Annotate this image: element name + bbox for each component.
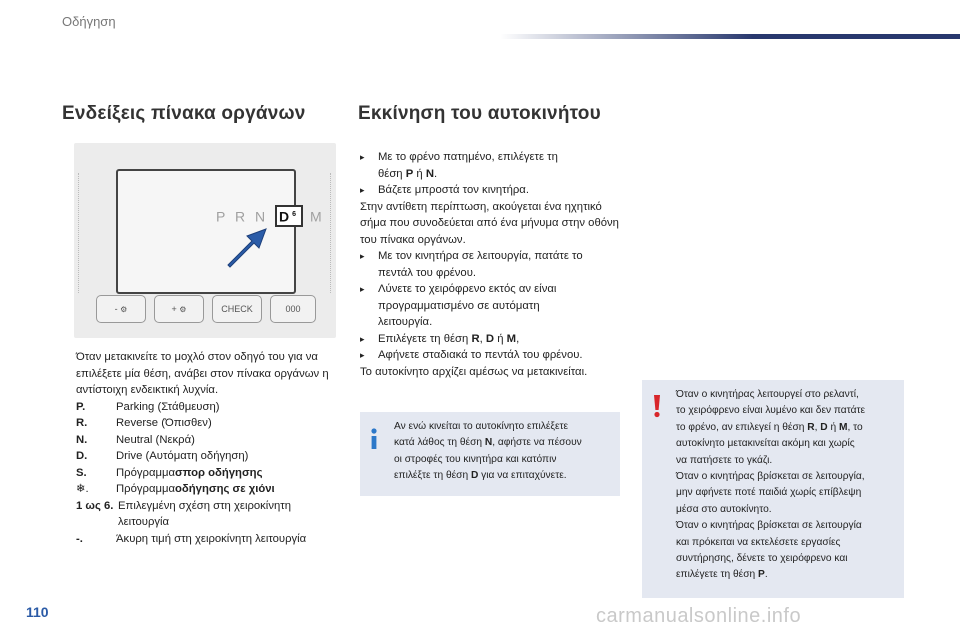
list-text: Πρόγραμμα xyxy=(116,483,176,495)
warning-line: αυτοκίνητο μετακινείται ακόμη και χωρίς xyxy=(676,438,855,450)
plus-label: + xyxy=(171,304,177,314)
text-run: . xyxy=(434,167,438,180)
paragraph: Στην αντίθετη περίπτωση, ακούγεται ένα ηχητικό σήμα που συνοδεύεται από ένα μήνυμα στην οθόνη του πίνακα οργάνων. xyxy=(360,200,619,246)
warning-line: και πρόκειται να εκτελέσετε εργασίες xyxy=(676,536,841,548)
list-item xyxy=(76,531,344,548)
bullet-text: Βάζετε μπροστά τον κινητήρα. xyxy=(378,184,529,196)
gear-d-bold: D xyxy=(470,469,479,481)
cluster-display xyxy=(116,169,325,294)
left-heading: Ενδείξεις πίνακα οργάνων xyxy=(62,103,306,124)
page-number: 110 xyxy=(26,604,49,620)
info-line: Αν ενώ κινείται το αυτοκίνητο επιλέξετε xyxy=(394,421,569,432)
intro-paragraph: Όταν μετακινείτε το μοχλό στον οδηγό του για να επιλέξετε μία θέση, ανάβει στον πίνακα οργάνων η αντίστοιχη ενδεικτική λυχνία. xyxy=(76,351,329,396)
bullet-text-continued: πεντάλ του φρένου. xyxy=(378,266,477,279)
list-text: Πρόγραμμα xyxy=(116,466,176,479)
text-run: , xyxy=(814,421,821,433)
bullet-text-continued xyxy=(360,166,628,183)
instrument-cluster-illustration xyxy=(74,143,336,338)
list-item xyxy=(76,448,344,465)
gear-d-letter: D xyxy=(279,208,293,225)
bullet-text: Με το φρένο πατημένο, επιλέγετε τη xyxy=(378,151,558,163)
gear-p-bold: P xyxy=(758,569,765,581)
warning-line: Όταν ο κινητήρας λειτουργεί στο ρελαντί, xyxy=(676,389,859,400)
gear-r-bold: R xyxy=(807,421,815,433)
list-text: Drive (Αυτόματη οδήγηση) xyxy=(116,450,249,462)
list-text: Parking (Στάθμευση) xyxy=(116,400,220,413)
text-run: για να επιταχύνετε. xyxy=(478,469,567,481)
warning-line: Όταν ο κινητήρας βρίσκεται σε λειτουργία, xyxy=(676,471,865,483)
bullet-text xyxy=(378,331,519,348)
list-text-bold: σπορ οδήγησης xyxy=(175,466,263,479)
bullet-text: Αφήνετε σταδιακά το πεντάλ του φρένου. xyxy=(378,349,583,361)
warning-line: το χειρόφρενο είναι λυμένο και δεν πατάτε xyxy=(676,405,866,417)
gear-m: M xyxy=(309,208,325,225)
bullet-marker-icon: ▸ xyxy=(360,333,365,344)
bullet-text-continued: προγραμματισμένο σε αυτόματη xyxy=(378,299,540,312)
bullet-item xyxy=(360,149,628,166)
list-text: Επιλεγμένη σχέση στη χειροκίνητη xyxy=(118,499,291,512)
pointer-arrow-icon xyxy=(222,223,274,271)
text-run: επιλέξτε τη θέση xyxy=(394,469,471,481)
snowflake-icon: ❄. xyxy=(76,483,89,495)
info-line xyxy=(394,468,618,484)
gear-n: N xyxy=(255,208,269,225)
bullet-text: Με τον κινητήρα σε λειτουργία, πατάτε το xyxy=(378,250,583,262)
gear-p: P xyxy=(216,208,229,225)
text-run: . xyxy=(764,569,768,581)
list-item xyxy=(76,432,344,449)
list-item xyxy=(76,498,344,515)
bullet-item xyxy=(360,248,628,265)
minus-symbol-icon: ⚙ xyxy=(120,304,128,314)
text-run: ή xyxy=(413,167,426,180)
bullet-marker-icon: ▸ xyxy=(360,152,365,162)
plus-button-illustration xyxy=(154,295,204,323)
gear-n-bold: N xyxy=(425,167,434,180)
text-run: το φρένο, αν επιλεγεί η θέση xyxy=(676,421,808,433)
bullet-item xyxy=(360,281,628,298)
gear-r-bold: R xyxy=(471,332,480,345)
watermark: carmanualsonline.info xyxy=(596,605,802,627)
bullet-marker-icon: ▸ xyxy=(360,284,365,294)
gear-number: 6 xyxy=(292,211,300,218)
list-text: Reverse (Όπισθεν) xyxy=(116,417,212,429)
gear-d-active xyxy=(275,205,303,227)
info-line: οι στροφές του κινητήρα και κατόπιν xyxy=(394,453,557,465)
gear-m-bold: M xyxy=(506,332,517,345)
list-text: Άκυρη τιμή στη χειροκίνητη λειτουργία xyxy=(116,532,307,545)
plus-symbol-icon: ⚙ xyxy=(179,304,187,314)
text-run: , xyxy=(479,332,486,345)
start-procedure xyxy=(360,149,628,380)
header-rule xyxy=(500,34,960,39)
text-run: ή xyxy=(494,332,507,345)
list-item xyxy=(76,399,344,416)
bullet-marker-icon: ▸ xyxy=(360,251,365,261)
gear-p-bold: P xyxy=(405,167,414,180)
info-box xyxy=(360,412,620,496)
list-item xyxy=(76,481,344,498)
list-text-continued: λειτουργία xyxy=(118,516,170,528)
text-run: επιλέγετε τη θέση xyxy=(676,569,759,581)
text-run: , αφήστε να πέσουν xyxy=(492,437,582,449)
bullet-marker-icon: ▸ xyxy=(360,185,365,195)
bullet-marker-icon: ▸ xyxy=(360,350,365,360)
info-text xyxy=(394,419,618,484)
list-key: P. xyxy=(76,400,86,413)
text-run: , το xyxy=(847,421,863,433)
cluster-scale-right xyxy=(330,173,332,293)
list-item xyxy=(76,415,344,432)
list-key: 1 ως 6. xyxy=(76,499,114,512)
cluster-scale-left xyxy=(78,173,80,293)
list-key: R. xyxy=(76,417,88,429)
text-run: ή xyxy=(827,421,839,433)
gear-n-bold: N xyxy=(484,437,493,449)
text-run: θέση xyxy=(378,167,406,180)
bullet-item xyxy=(360,182,628,199)
gear-d-bold: D xyxy=(485,332,495,345)
warning-line: μην αφήνετε ποτέ παιδιά χωρίς επίβλεψη xyxy=(676,487,862,499)
warning-icon xyxy=(652,394,662,418)
text-run: Επιλέγετε τη θέση xyxy=(378,332,472,345)
warning-box xyxy=(642,380,904,598)
info-icon xyxy=(368,428,380,450)
odometer-label: 000 xyxy=(285,304,301,314)
text-run: , xyxy=(516,332,520,345)
list-text-bold: οδήγησης σε χιόνι xyxy=(175,483,275,495)
section-title: Οδήγηση xyxy=(62,14,116,29)
bullet-item xyxy=(360,331,628,348)
list-text: Neutral (Νεκρά) xyxy=(116,433,195,446)
list-key: S. xyxy=(76,466,87,479)
text-run: κατά λάθος τη θέση xyxy=(394,437,485,449)
info-line xyxy=(394,435,618,451)
list-key: -. xyxy=(76,532,83,545)
bullet-text-continued: λειτουργία. xyxy=(378,316,433,328)
minus-button-illustration xyxy=(96,295,146,323)
warning-line xyxy=(676,420,902,436)
left-text-block xyxy=(76,349,344,547)
check-label: CHECK xyxy=(221,304,253,314)
list-key: D. xyxy=(76,450,88,462)
bullet-text: Λύνετε το χειρόφρενο εκτός αν είναι xyxy=(378,283,557,295)
minus-label: - xyxy=(114,304,118,314)
bullet-item xyxy=(360,347,628,364)
warning-line: μέσα στο αυτοκίνητο. xyxy=(676,503,772,515)
warning-line: Όταν ο κινητήρας βρίσκεται σε λειτουργία xyxy=(676,520,862,532)
paragraph: Το αυτοκίνητο αρχίζει αμέσως να μετακινείται. xyxy=(360,365,588,378)
list-key: N. xyxy=(76,433,88,446)
check-button-illustration xyxy=(212,295,262,323)
warning-line xyxy=(676,567,902,583)
right-heading: Εκκίνηση του αυτοκινήτου xyxy=(358,103,601,124)
warning-line: να πατήσετε το γκάζι. xyxy=(676,454,773,466)
list-item xyxy=(76,465,344,482)
gear-r: R xyxy=(234,208,249,225)
odometer-button-illustration xyxy=(270,295,316,323)
warning-line: συντήρησης, δένετε το χειρόφρενο και xyxy=(676,553,848,565)
gear-d-bold: D xyxy=(820,421,828,433)
warning-text xyxy=(676,387,902,584)
gear-m-bold: M xyxy=(838,421,848,433)
